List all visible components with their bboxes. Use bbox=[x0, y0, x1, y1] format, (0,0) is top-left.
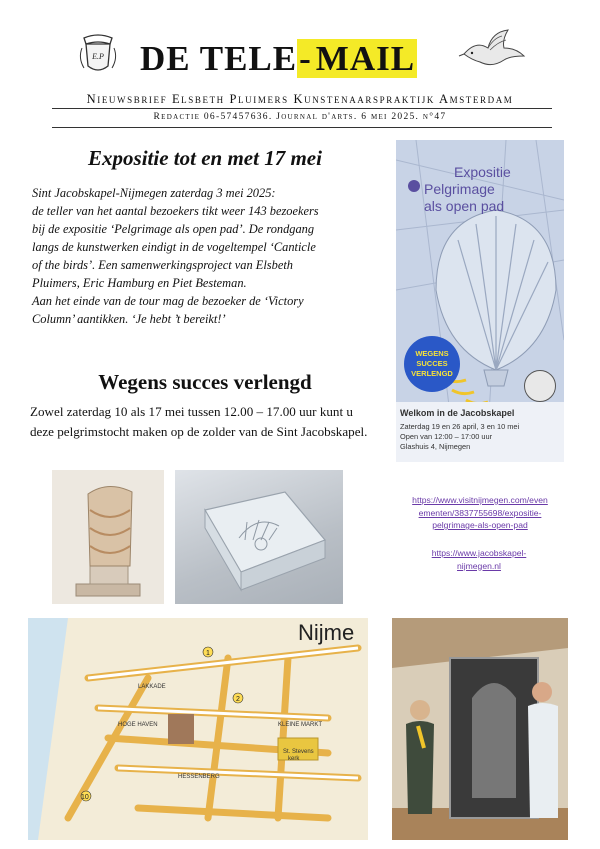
poster-welcome: Welkom in de Jacobskapel bbox=[400, 408, 515, 418]
poster-info bbox=[396, 402, 564, 462]
poster-dates-line: Zaterdag 19 en 26 april, 3 en 10 mei bbox=[400, 422, 520, 431]
svg-text:LAKKADE: LAKKADE bbox=[138, 684, 166, 690]
link-line[interactable]: nijmegen.nl bbox=[457, 560, 501, 571]
dove-icon bbox=[458, 26, 528, 74]
link-line[interactable]: ementen/3837755698/expositie- bbox=[418, 507, 542, 518]
svg-text:KLEINE MARKT: KLEINE MARKT bbox=[278, 722, 323, 728]
poster-title-line2: Pelgrimage bbox=[424, 181, 495, 197]
svg-text:HOGE HAVEN: HOGE HAVEN bbox=[118, 722, 158, 728]
article-line: Aan het einde van de tour mag de bezoeker de ‘Victory bbox=[32, 294, 304, 308]
article-line: de teller van het aantal bezoekers tikt weer 143 bezoekers bbox=[32, 204, 319, 218]
newsletter-subtitle: Nieuwsbrief Elsbeth Pluimers Kunstenaarspraktijk Amsterdam bbox=[86, 92, 514, 106]
city-map bbox=[28, 618, 368, 840]
poster-badge bbox=[404, 336, 460, 392]
poster-dates bbox=[400, 422, 519, 452]
link-line[interactable]: https://www.visitnijmegen.com/even bbox=[412, 495, 548, 505]
badge-line2: SUCCES bbox=[416, 359, 448, 368]
jacobskapel-marker bbox=[168, 714, 194, 744]
svg-text:St. Stevens: St. Stevens bbox=[283, 749, 314, 755]
poster-title-line3: als open pad bbox=[424, 198, 505, 214]
link-line[interactable]: https://www.jacobskapel- bbox=[431, 548, 527, 558]
title-highlight: MAIL bbox=[315, 39, 416, 78]
article-line: Column’ aantikken. ‘Je hebt ’t bereikt!’ bbox=[32, 312, 226, 326]
link-line[interactable]: pelgrimage-als-open-pad bbox=[432, 520, 528, 530]
poster-dates-line: Glashuis 4, Nijmegen bbox=[400, 442, 471, 451]
title-dash: - bbox=[299, 39, 312, 78]
poster-title-line1: Expositie bbox=[454, 164, 511, 180]
newsletter-title bbox=[140, 36, 440, 82]
svg-text:HESSENBERG: HESSENBERG bbox=[178, 774, 220, 780]
masthead-divider-bottom bbox=[52, 127, 552, 128]
seal-icon bbox=[524, 370, 556, 402]
svg-text:1: 1 bbox=[206, 650, 210, 657]
svg-text:10: 10 bbox=[81, 794, 89, 801]
ceramic-sculpture-photo bbox=[52, 470, 164, 604]
article-body bbox=[32, 184, 377, 328]
exhibition-poster bbox=[396, 140, 564, 462]
poster-dates-line: Open van 12:00 – 17:00 uur bbox=[400, 432, 493, 441]
extension-title: Wegens succes verlengd bbox=[98, 370, 312, 394]
extension-text: Zowel zaterdag 10 als 17 mei tussen 12.00 – 17.00 uur kunt u deze pelgrimstocht maken op de zolder van de Sint Jacobskapel. bbox=[30, 404, 368, 439]
visitnijmegen-link[interactable] bbox=[392, 494, 568, 532]
jacobskapel-link[interactable] bbox=[404, 547, 554, 572]
article-title: Expositie tot en met 17 mei bbox=[88, 146, 322, 170]
article-line: langs de kunstwerken eindigt in de vogeltempel ‘Canticle bbox=[32, 240, 316, 254]
title-left: DE TELE bbox=[140, 39, 298, 78]
svg-text:2: 2 bbox=[236, 696, 240, 703]
visitors-photo bbox=[392, 618, 568, 840]
crest-logo bbox=[74, 30, 122, 78]
article-line: of the birds’. Een samenwerkingsproject van Elsbeth bbox=[32, 258, 293, 272]
poster-title bbox=[406, 164, 556, 215]
article-line: Pluimers, Eric Hamburg en Piet Besteman. bbox=[32, 276, 247, 290]
badge-line3: VERLENGD bbox=[411, 369, 453, 378]
svg-text:kerk: kerk bbox=[288, 756, 300, 762]
editorial-line: Redactie 06-57457636. Journal d'arts. 6 mei 2025. n°47 bbox=[153, 112, 447, 122]
article-line: bij de expositie ‘Pelgrimage als open pad’. De rondgang bbox=[32, 222, 315, 236]
article-line: Sint Jacobskapel-Nijmegen zaterdag 3 mei 2025: bbox=[32, 186, 276, 200]
glass-block-photo bbox=[175, 470, 343, 604]
masthead-divider bbox=[52, 108, 552, 109]
map-city-label: Nijme bbox=[298, 620, 355, 645]
badge-line1: WEGENS bbox=[415, 349, 449, 358]
crest-monogram: E.P bbox=[92, 52, 104, 61]
